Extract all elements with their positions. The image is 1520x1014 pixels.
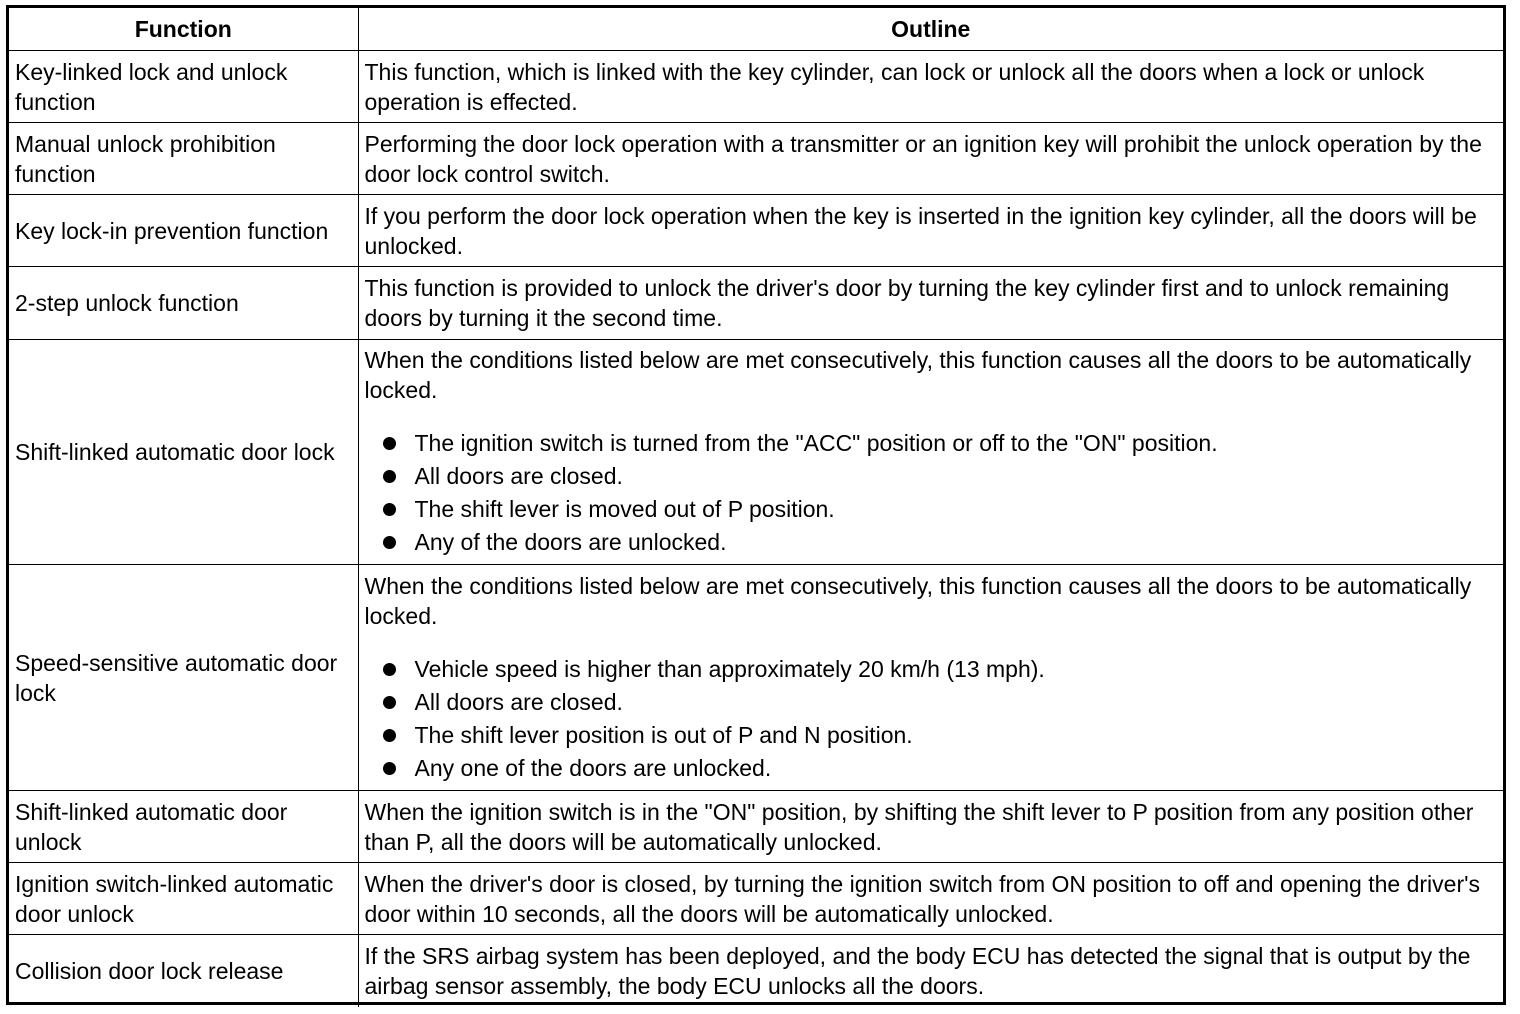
function-cell: Ignition switch-linked automatic door unlock: [9, 863, 358, 935]
function-cell: Manual unlock prohibition function: [9, 123, 358, 195]
outline-cell: If the SRS airbag system has been deployed, and the body ECU has detected the signal that is output by the airbag sensor assembly, the body ECU unlocks all the doors.: [358, 935, 1503, 1007]
outline-cell: When the ignition switch is in the "ON" position, by shifting the shift lever to P position from any position other than P, all the doors will be automatically unlocked.: [358, 791, 1503, 863]
condition-item: [365, 526, 1496, 559]
table-row: [9, 791, 1503, 863]
table-row: [9, 565, 1503, 791]
header-outline: Outline: [358, 8, 1503, 51]
table-row: [9, 863, 1503, 935]
bullet-icon: [383, 437, 396, 450]
condition-item: [365, 752, 1496, 785]
function-cell: Collision door lock release: [9, 935, 358, 1007]
function-cell: Shift-linked automatic door lock: [9, 340, 358, 565]
function-cell: Speed-sensitive automatic door lock: [9, 565, 358, 791]
condition-text: Vehicle speed is higher than approximately 20 km/h (13 mph).: [414, 655, 1045, 682]
outline-cell: Performing the door lock operation with a transmitter or an ignition key will prohibit the unlock operation by the door lock control switch.: [358, 123, 1503, 195]
condition-item: [365, 460, 1496, 493]
condition-item: [365, 427, 1496, 460]
condition-item: [365, 653, 1496, 686]
table-row: [9, 935, 1503, 1007]
outline-cell: When the driver's door is closed, by turning the ignition switch from ON position to off and opening the driver's door within 10 seconds, all the doors will be automatically unlocked.: [358, 863, 1503, 935]
condition-text: All doors are closed.: [414, 463, 623, 489]
outline-cell: If you perform the door lock operation when the key is inserted in the ignition key cylinder, all the doors will be unlocked.: [358, 195, 1503, 267]
table-row: [9, 123, 1503, 195]
outline-cell: [358, 565, 1503, 791]
condition-list: [365, 653, 1496, 785]
function-cell: Key lock-in prevention function: [9, 195, 358, 267]
outline-cell: [358, 340, 1503, 565]
condition-item: [365, 493, 1496, 526]
bullet-icon: [383, 729, 396, 742]
table-header-row: [9, 8, 1503, 51]
bullet-icon: [383, 762, 396, 775]
table-row: [9, 340, 1503, 565]
header-function: Function: [9, 8, 358, 51]
table-row: [9, 51, 1503, 123]
bullet-icon: [383, 536, 396, 549]
bullet-icon: [383, 503, 396, 516]
condition-text: The shift lever is moved out of P position.: [414, 496, 835, 522]
outline-intro: When the conditions listed below are met consecutively, this function causes all the doors to be automatically locked.: [364, 347, 1472, 403]
outline-intro: When the conditions listed below are met consecutively, this function causes all the doors to be automatically locked.: [364, 572, 1472, 629]
table-row: [9, 195, 1503, 267]
outline-cell: This function is provided to unlock the driver's door by turning the key cylinder first and to unlock remaining doors by turning it the second time.: [358, 267, 1503, 340]
function-cell: Shift-linked automatic door unlock: [9, 791, 358, 863]
function-outline-table: [9, 8, 1503, 1007]
condition-text: The ignition switch is turned from the "ACC" position or off to the "ON" position.: [414, 430, 1218, 456]
outline-cell: This function, which is linked with the key cylinder, can lock or unlock all the doors when a lock or unlock operation is effected.: [358, 51, 1503, 123]
function-cell: 2-step unlock function: [9, 267, 358, 340]
condition-text: All doors are closed.: [414, 688, 623, 715]
condition-text: The shift lever position is out of P and N position.: [414, 721, 913, 748]
bullet-icon: [383, 663, 396, 676]
bullet-icon: [383, 470, 396, 483]
condition-text: Any of the doors are unlocked.: [414, 529, 727, 555]
condition-list: [365, 427, 1496, 559]
function-table-frame: [6, 5, 1506, 1005]
function-cell: Key-linked lock and unlock function: [9, 51, 358, 123]
condition-item: [365, 686, 1496, 719]
condition-text: Any one of the doors are unlocked.: [414, 754, 772, 781]
condition-item: [365, 719, 1496, 752]
bullet-icon: [383, 696, 396, 709]
table-row: [9, 267, 1503, 340]
